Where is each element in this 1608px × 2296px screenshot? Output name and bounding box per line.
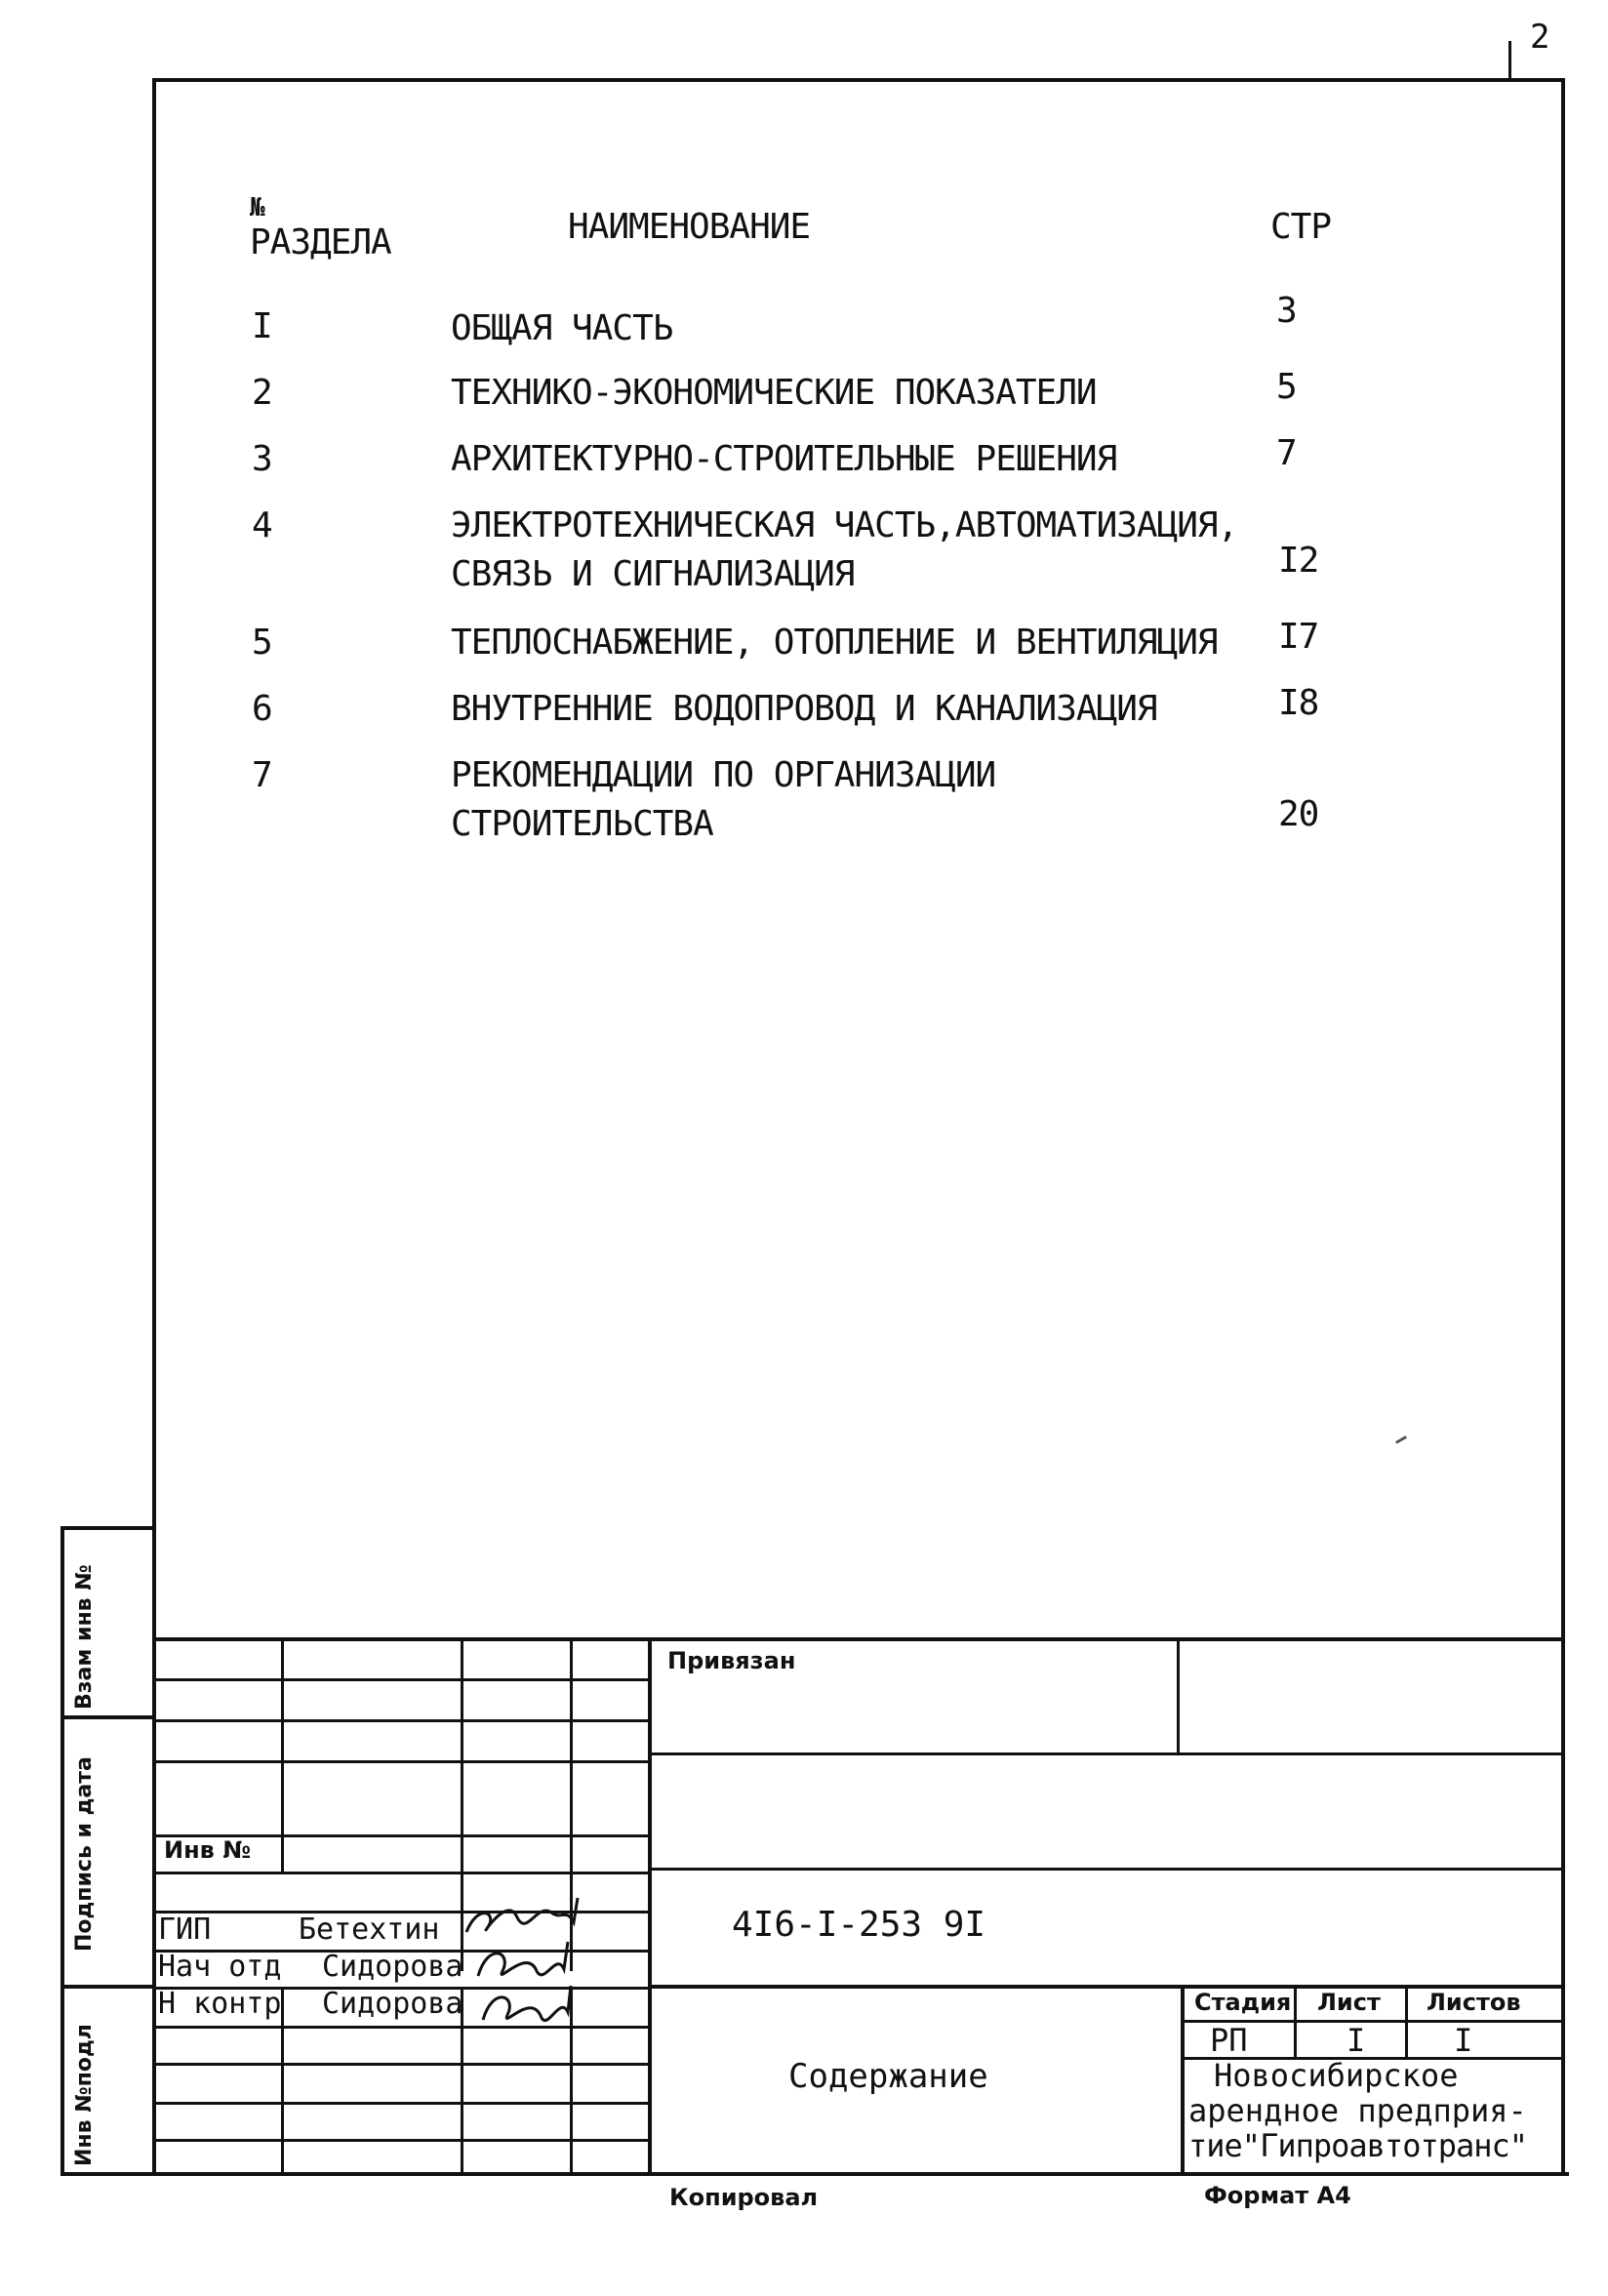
side-label-inv-podl: Инв №подл [72, 2024, 97, 2166]
toc-row-number: 3 [252, 439, 272, 479]
sheet-value: I [1347, 2022, 1366, 2059]
toc-row-title-cont: СВЯЗЬ И СИГНАЛИЗАЦИЯ [451, 554, 855, 594]
signature-role: ГИП [158, 1913, 212, 1947]
signature-name: Сидорова [322, 1987, 463, 2021]
signature-role: Нач отд [158, 1950, 282, 1984]
stage-label: Стадия [1194, 1989, 1292, 2016]
toc-row-page: 3 [1276, 291, 1297, 331]
organization-line: арендное предприя- [1188, 2092, 1527, 2129]
toc-row-title-cont: СТРОИТЕЛЬСТВА [451, 804, 713, 844]
column-header-name: НАИМЕНОВАНИЕ [568, 207, 811, 247]
sheets-value: I [1454, 2022, 1473, 2059]
signature-role: Н контр [158, 1987, 282, 2021]
toc-row-title: ВНУТРЕННИЕ ВОДОПРОВОД И КАНАЛИЗАЦИЯ [451, 689, 1157, 729]
toc-row-number: I [252, 306, 272, 346]
privyazan-label: Привязан [667, 1647, 796, 1674]
toc-row-page: 7 [1276, 433, 1297, 473]
toc-row-page: 20 [1278, 794, 1319, 834]
side-label-vzam-inv: Взам инв № [72, 1564, 97, 1710]
toc-row-number: 7 [252, 755, 272, 795]
page-number: 2 [1530, 18, 1550, 57]
signature-name: Бетехтин [299, 1913, 440, 1947]
toc-row-page: I8 [1278, 683, 1319, 723]
toc-row-title: ОБЩАЯ ЧАСТЬ [451, 308, 673, 348]
inv-no-label: Инв № [164, 1836, 252, 1864]
toc-row-title: РЕКОМЕНДАЦИИ ПО ОРГАНИЗАЦИИ [451, 755, 996, 795]
column-header-section: РАЗДЕЛА [250, 222, 391, 262]
toc-row-number: 4 [252, 505, 272, 545]
document-code: 4I6-I-253 9I [732, 1905, 986, 1945]
toc-row-page: I2 [1278, 541, 1319, 581]
toc-row-page: I7 [1278, 617, 1319, 657]
toc-row-number: 2 [252, 373, 272, 413]
organization-line: Новосибирское [1214, 2057, 1459, 2094]
organization-line: тие"Гипроавтотранс" [1188, 2127, 1528, 2164]
corner-tick [1508, 41, 1511, 78]
toc-row-number: 6 [252, 689, 272, 729]
toc-row-page: 5 [1276, 367, 1297, 407]
toc-row-title: ТЕХНИКО-ЭКОНОМИЧЕСКИЕ ПОКАЗАТЕЛИ [451, 373, 1097, 413]
toc-row-title: ТЕПЛОСНАБЖЕНИЕ, ОТОПЛЕНИЕ И ВЕНТИЛЯЦИЯ [451, 623, 1218, 663]
handwritten-signatures [459, 1883, 595, 2039]
copied-label: Копировал [669, 2184, 819, 2211]
toc-row-number: 5 [252, 623, 272, 663]
format-label: Формат А4 [1204, 2182, 1351, 2209]
document-title: Содержание [788, 2057, 988, 2096]
toc-row-title: ЭЛЕКТРОТЕХНИЧЕСКАЯ ЧАСТЬ,АВТОМАТИЗАЦИЯ, [451, 505, 1238, 545]
stage-value: РП [1210, 2022, 1248, 2059]
column-header-page: СТР [1270, 207, 1332, 247]
signature-name: Сидорова [322, 1950, 463, 1984]
sheet-label: Лист [1317, 1989, 1381, 2016]
toc-row-title: АРХИТЕКТУРНО-СТРОИТЕЛЬНЫЕ РЕШЕНИЯ [451, 439, 1117, 479]
sheets-label: Листов [1427, 1989, 1521, 2016]
side-label-podpis-data: Подпись и дата [72, 1756, 97, 1952]
number-sign: № [250, 193, 265, 222]
